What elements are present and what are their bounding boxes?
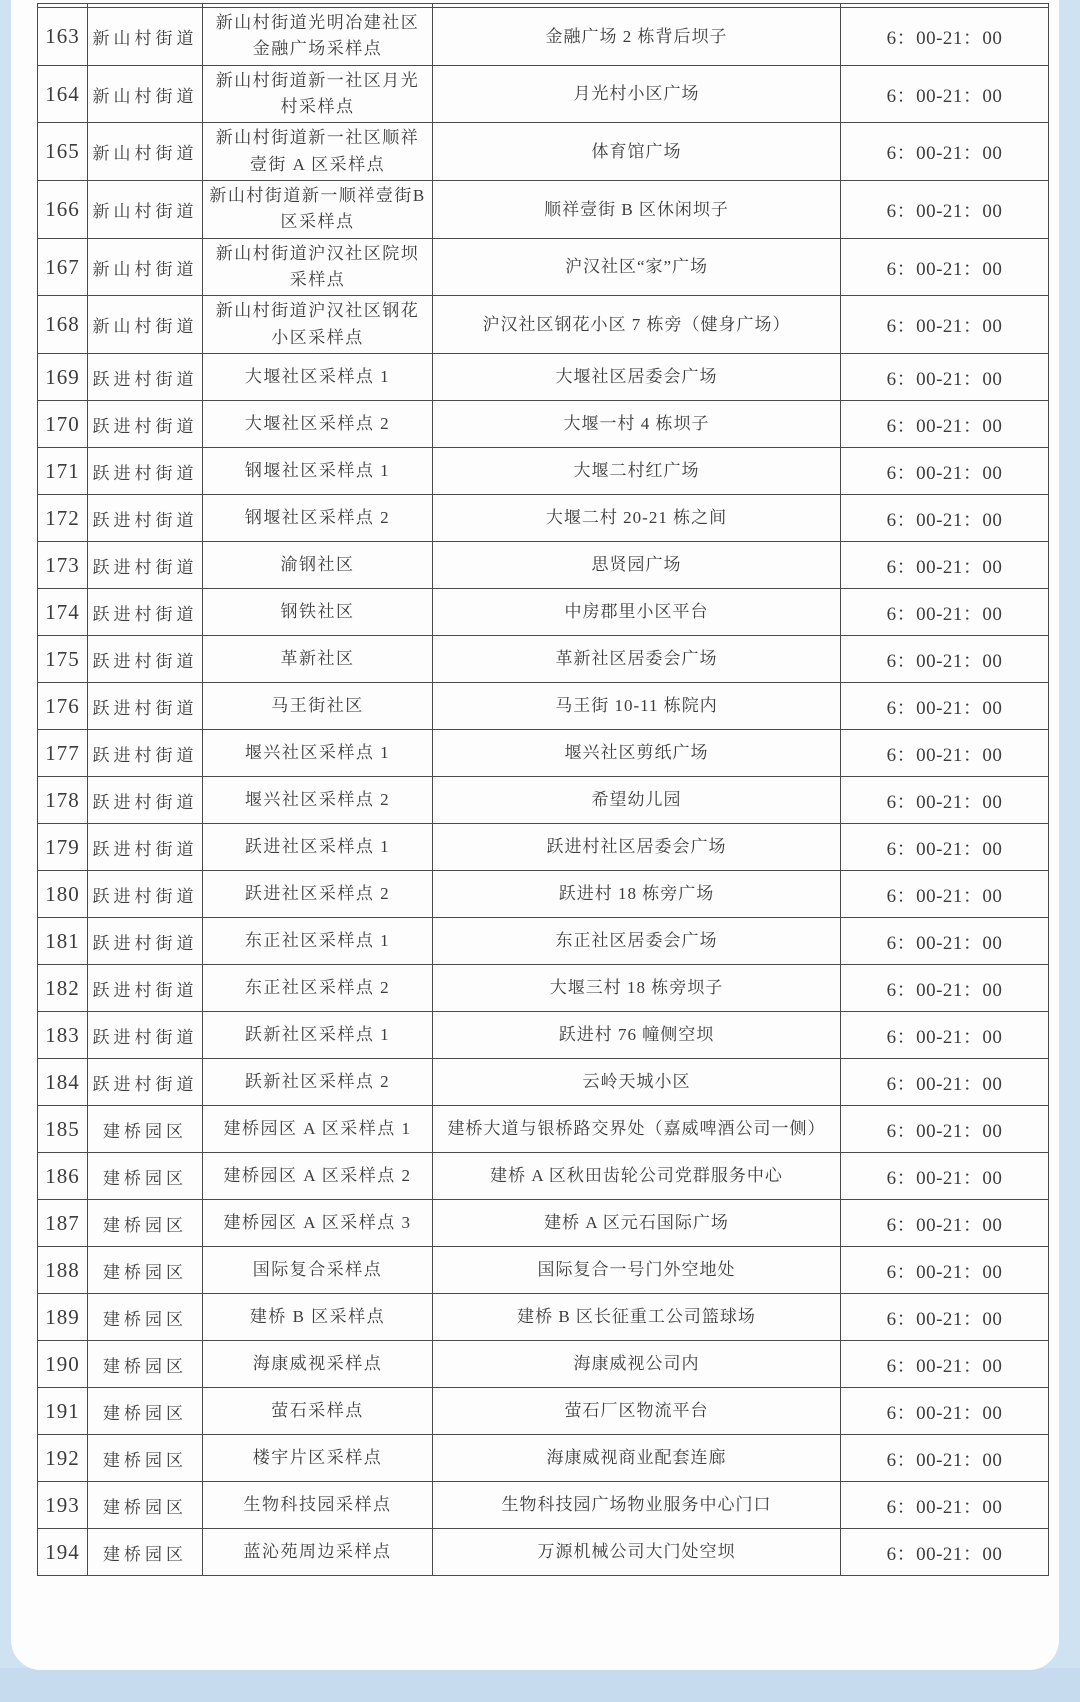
hours-cell: 6：00-21：00 <box>841 777 1049 824</box>
table-row <box>38 1482 1049 1529</box>
hours-cell: 6：00-21：00 <box>841 1482 1049 1529</box>
location-cell: 生物科技园广场物业服务中心门口 <box>433 1482 841 1529</box>
table-row <box>38 918 1049 965</box>
location-cell: 建桥 A 区秋田齿轮公司党群服务中心 <box>433 1153 841 1200</box>
street-cell: 新山村街道 <box>88 181 203 239</box>
row-number-cell: 184 <box>38 1059 88 1106</box>
table-row <box>38 181 1049 239</box>
row-number-cell: 175 <box>38 636 88 683</box>
page-background-strip <box>0 1668 1080 1702</box>
street-cell: 建桥园区 <box>88 1106 203 1153</box>
sampling-site-cell: 大堰社区采样点 1 <box>203 354 433 401</box>
table-row <box>38 1435 1049 1482</box>
street-cell: 建桥园区 <box>88 1482 203 1529</box>
location-cell: 堰兴社区剪纸广场 <box>433 730 841 777</box>
row-number-cell: 169 <box>38 354 88 401</box>
location-cell: 国际复合一号门外空地处 <box>433 1247 841 1294</box>
table-row <box>38 354 1049 401</box>
sampling-site-cell: 跃进社区采样点 2 <box>203 871 433 918</box>
row-number-cell: 181 <box>38 918 88 965</box>
location-cell: 沪汉社区“家”广场 <box>433 238 841 296</box>
table-row <box>38 636 1049 683</box>
location-cell: 体育馆广场 <box>433 123 841 181</box>
row-number-cell: 186 <box>38 1153 88 1200</box>
sampling-site-cell: 新山村街道新一顺祥壹街B区采样点 <box>203 181 433 239</box>
table-row <box>38 1388 1049 1435</box>
hours-cell: 6：00-21：00 <box>841 589 1049 636</box>
hours-cell: 6：00-21：00 <box>841 238 1049 296</box>
row-number-cell: 188 <box>38 1247 88 1294</box>
sampling-table-body <box>38 4 1049 1576</box>
street-cell: 新山村街道 <box>88 8 203 66</box>
table-row <box>38 1341 1049 1388</box>
sampling-site-cell: 马王街社区 <box>203 683 433 730</box>
row-number-cell: 164 <box>38 65 88 123</box>
location-cell: 东正社区居委会广场 <box>433 918 841 965</box>
sampling-site-cell: 海康威视采样点 <box>203 1341 433 1388</box>
table-row <box>38 730 1049 777</box>
table-row <box>38 1012 1049 1059</box>
street-cell: 跃进村街道 <box>88 448 203 495</box>
location-cell: 跃进村社区居委会广场 <box>433 824 841 871</box>
location-cell: 大堰一村 4 栋坝子 <box>433 401 841 448</box>
row-number-cell: 194 <box>38 1529 88 1576</box>
table-row <box>38 1153 1049 1200</box>
hours-cell: 6：00-21：00 <box>841 354 1049 401</box>
sampling-site-cell: 建桥 B 区采样点 <box>203 1294 433 1341</box>
sampling-site-cell: 新山村街道新一社区月光村采样点 <box>203 65 433 123</box>
street-cell: 跃进村街道 <box>88 636 203 683</box>
street-cell: 跃进村街道 <box>88 777 203 824</box>
table-row <box>38 589 1049 636</box>
street-cell: 跃进村街道 <box>88 495 203 542</box>
row-number-cell: 179 <box>38 824 88 871</box>
location-cell: 革新社区居委会广场 <box>433 636 841 683</box>
location-cell: 马王街 10-11 栋院内 <box>433 683 841 730</box>
table-row <box>38 1247 1049 1294</box>
sampling-site-cell: 堰兴社区采样点 2 <box>203 777 433 824</box>
sampling-site-cell: 钢铁社区 <box>203 589 433 636</box>
table-row <box>38 495 1049 542</box>
street-cell: 建桥园区 <box>88 1388 203 1435</box>
sampling-site-cell: 跃新社区采样点 1 <box>203 1012 433 1059</box>
sampling-site-cell: 大堰社区采样点 2 <box>203 401 433 448</box>
hours-cell: 6：00-21：00 <box>841 1200 1049 1247</box>
table-row <box>38 238 1049 296</box>
table-row <box>38 542 1049 589</box>
street-cell: 跃进村街道 <box>88 871 203 918</box>
table-row <box>38 65 1049 123</box>
row-number-cell: 174 <box>38 589 88 636</box>
location-cell: 思贤园广场 <box>433 542 841 589</box>
location-cell: 跃进村 76 幢侧空坝 <box>433 1012 841 1059</box>
location-cell: 大堰二村 20-21 栋之间 <box>433 495 841 542</box>
location-cell: 顺祥壹街 B 区休闲坝子 <box>433 181 841 239</box>
location-cell: 建桥 B 区长征重工公司篮球场 <box>433 1294 841 1341</box>
hours-cell: 6：00-21：00 <box>841 1106 1049 1153</box>
row-number-cell: 193 <box>38 1482 88 1529</box>
location-cell: 建桥大道与银桥路交界处（嘉威啤酒公司一侧） <box>433 1106 841 1153</box>
street-cell: 建桥园区 <box>88 1341 203 1388</box>
street-cell: 建桥园区 <box>88 1435 203 1482</box>
hours-cell: 6：00-21：00 <box>841 730 1049 777</box>
row-number-cell: 178 <box>38 777 88 824</box>
table-row <box>38 401 1049 448</box>
hours-cell: 6：00-21：00 <box>841 542 1049 589</box>
hours-cell: 6：00-21：00 <box>841 1529 1049 1576</box>
location-cell: 中房郡里小区平台 <box>433 589 841 636</box>
hours-cell: 6：00-21：00 <box>841 495 1049 542</box>
row-number-cell: 172 <box>38 495 88 542</box>
street-cell: 跃进村街道 <box>88 354 203 401</box>
content-card <box>11 0 1059 1670</box>
sampling-site-cell: 新山村街道新一社区顺祥壹街 A 区采样点 <box>203 123 433 181</box>
street-cell: 跃进村街道 <box>88 683 203 730</box>
table-row <box>38 8 1049 66</box>
table-row <box>38 1200 1049 1247</box>
sampling-site-cell: 建桥园区 A 区采样点 3 <box>203 1200 433 1247</box>
location-cell: 大堰三村 18 栋旁坝子 <box>433 965 841 1012</box>
hours-cell: 6：00-21：00 <box>841 683 1049 730</box>
row-number-cell: 170 <box>38 401 88 448</box>
sampling-site-cell: 革新社区 <box>203 636 433 683</box>
hours-cell: 6：00-21：00 <box>841 123 1049 181</box>
street-cell: 跃进村街道 <box>88 401 203 448</box>
row-number-cell: 192 <box>38 1435 88 1482</box>
hours-cell: 6：00-21：00 <box>841 1153 1049 1200</box>
table-row <box>38 123 1049 181</box>
sampling-site-cell: 萤石采样点 <box>203 1388 433 1435</box>
sampling-site-cell: 渝钢社区 <box>203 542 433 589</box>
hours-cell: 6：00-21：00 <box>841 824 1049 871</box>
row-number-cell: 187 <box>38 1200 88 1247</box>
table-row <box>38 1294 1049 1341</box>
row-number-cell: 165 <box>38 123 88 181</box>
row-number-cell: 190 <box>38 1341 88 1388</box>
row-number-cell: 167 <box>38 238 88 296</box>
table-row <box>38 824 1049 871</box>
street-cell: 跃进村街道 <box>88 589 203 636</box>
row-number-cell: 185 <box>38 1106 88 1153</box>
row-number-cell: 168 <box>38 296 88 354</box>
row-number-cell: 189 <box>38 1294 88 1341</box>
hours-cell: 6：00-21：00 <box>841 65 1049 123</box>
location-cell: 大堰二村红广场 <box>433 448 841 495</box>
street-cell: 跃进村街道 <box>88 542 203 589</box>
hours-cell: 6：00-21：00 <box>841 871 1049 918</box>
hours-cell: 6：00-21：00 <box>841 1388 1049 1435</box>
table-row <box>38 683 1049 730</box>
row-number-cell: 163 <box>38 8 88 66</box>
location-cell: 跃进村 18 栋旁广场 <box>433 871 841 918</box>
hours-cell: 6：00-21：00 <box>841 181 1049 239</box>
hours-cell: 6：00-21：00 <box>841 296 1049 354</box>
sampling-points-table <box>37 3 1049 1576</box>
sampling-site-cell: 堰兴社区采样点 1 <box>203 730 433 777</box>
location-cell: 大堰社区居委会广场 <box>433 354 841 401</box>
row-number-cell: 173 <box>38 542 88 589</box>
sampling-site-cell: 建桥园区 A 区采样点 1 <box>203 1106 433 1153</box>
sampling-site-cell: 钢堰社区采样点 2 <box>203 495 433 542</box>
hours-cell: 6：00-21：00 <box>841 636 1049 683</box>
street-cell: 新山村街道 <box>88 65 203 123</box>
row-number-cell: 166 <box>38 181 88 239</box>
hours-cell: 6：00-21：00 <box>841 965 1049 1012</box>
hours-cell: 6：00-21：00 <box>841 1059 1049 1106</box>
street-cell: 跃进村街道 <box>88 965 203 1012</box>
sampling-site-cell: 跃进社区采样点 1 <box>203 824 433 871</box>
hours-cell: 6：00-21：00 <box>841 1012 1049 1059</box>
sampling-site-cell: 新山村街道光明冶建社区金融广场采样点 <box>203 8 433 66</box>
street-cell: 跃进村街道 <box>88 730 203 777</box>
hours-cell: 6：00-21：00 <box>841 918 1049 965</box>
sampling-site-cell: 新山村街道沪汉社区钢花小区采样点 <box>203 296 433 354</box>
table-row <box>38 448 1049 495</box>
table-row <box>38 296 1049 354</box>
street-cell: 新山村街道 <box>88 238 203 296</box>
table-row <box>38 777 1049 824</box>
street-cell: 建桥园区 <box>88 1153 203 1200</box>
street-cell: 建桥园区 <box>88 1529 203 1576</box>
table-row <box>38 1059 1049 1106</box>
hours-cell: 6：00-21：00 <box>841 1341 1049 1388</box>
street-cell: 跃进村街道 <box>88 1059 203 1106</box>
sampling-site-cell: 钢堰社区采样点 1 <box>203 448 433 495</box>
hours-cell: 6：00-21：00 <box>841 8 1049 66</box>
sampling-site-cell: 新山村街道沪汉社区院坝采样点 <box>203 238 433 296</box>
street-cell: 新山村街道 <box>88 123 203 181</box>
hours-cell: 6：00-21：00 <box>841 401 1049 448</box>
table-row <box>38 871 1049 918</box>
street-cell: 跃进村街道 <box>88 1012 203 1059</box>
sampling-site-cell: 楼宇片区采样点 <box>203 1435 433 1482</box>
sampling-site-cell: 蓝沁苑周边采样点 <box>203 1529 433 1576</box>
location-cell: 萤石厂区物流平台 <box>433 1388 841 1435</box>
location-cell: 金融广场 2 栋背后坝子 <box>433 8 841 66</box>
street-cell: 建桥园区 <box>88 1200 203 1247</box>
street-cell: 跃进村街道 <box>88 824 203 871</box>
sampling-site-cell: 跃新社区采样点 2 <box>203 1059 433 1106</box>
row-number-cell: 177 <box>38 730 88 777</box>
row-number-cell: 191 <box>38 1388 88 1435</box>
location-cell: 云岭天城小区 <box>433 1059 841 1106</box>
sampling-site-cell: 生物科技园采样点 <box>203 1482 433 1529</box>
table-row <box>38 965 1049 1012</box>
hours-cell: 6：00-21：00 <box>841 1435 1049 1482</box>
row-number-cell: 171 <box>38 448 88 495</box>
location-cell: 沪汉社区钢花小区 7 栋旁（健身广场） <box>433 296 841 354</box>
hours-cell: 6：00-21：00 <box>841 1247 1049 1294</box>
hours-cell: 6：00-21：00 <box>841 448 1049 495</box>
location-cell: 希望幼儿园 <box>433 777 841 824</box>
table-row <box>38 1529 1049 1576</box>
location-cell: 万源机械公司大门处空坝 <box>433 1529 841 1576</box>
sampling-site-cell: 东正社区采样点 1 <box>203 918 433 965</box>
street-cell: 跃进村街道 <box>88 918 203 965</box>
row-number-cell: 176 <box>38 683 88 730</box>
location-cell: 海康威视商业配套连廊 <box>433 1435 841 1482</box>
location-cell: 海康威视公司内 <box>433 1341 841 1388</box>
row-number-cell: 183 <box>38 1012 88 1059</box>
sampling-site-cell: 国际复合采样点 <box>203 1247 433 1294</box>
table-row <box>38 1106 1049 1153</box>
hours-cell: 6：00-21：00 <box>841 1294 1049 1341</box>
street-cell: 建桥园区 <box>88 1247 203 1294</box>
row-number-cell: 180 <box>38 871 88 918</box>
street-cell: 新山村街道 <box>88 296 203 354</box>
sampling-site-cell: 东正社区采样点 2 <box>203 965 433 1012</box>
location-cell: 建桥 A 区元石国际广场 <box>433 1200 841 1247</box>
street-cell: 建桥园区 <box>88 1294 203 1341</box>
sampling-site-cell: 建桥园区 A 区采样点 2 <box>203 1153 433 1200</box>
row-number-cell: 182 <box>38 965 88 1012</box>
location-cell: 月光村小区广场 <box>433 65 841 123</box>
